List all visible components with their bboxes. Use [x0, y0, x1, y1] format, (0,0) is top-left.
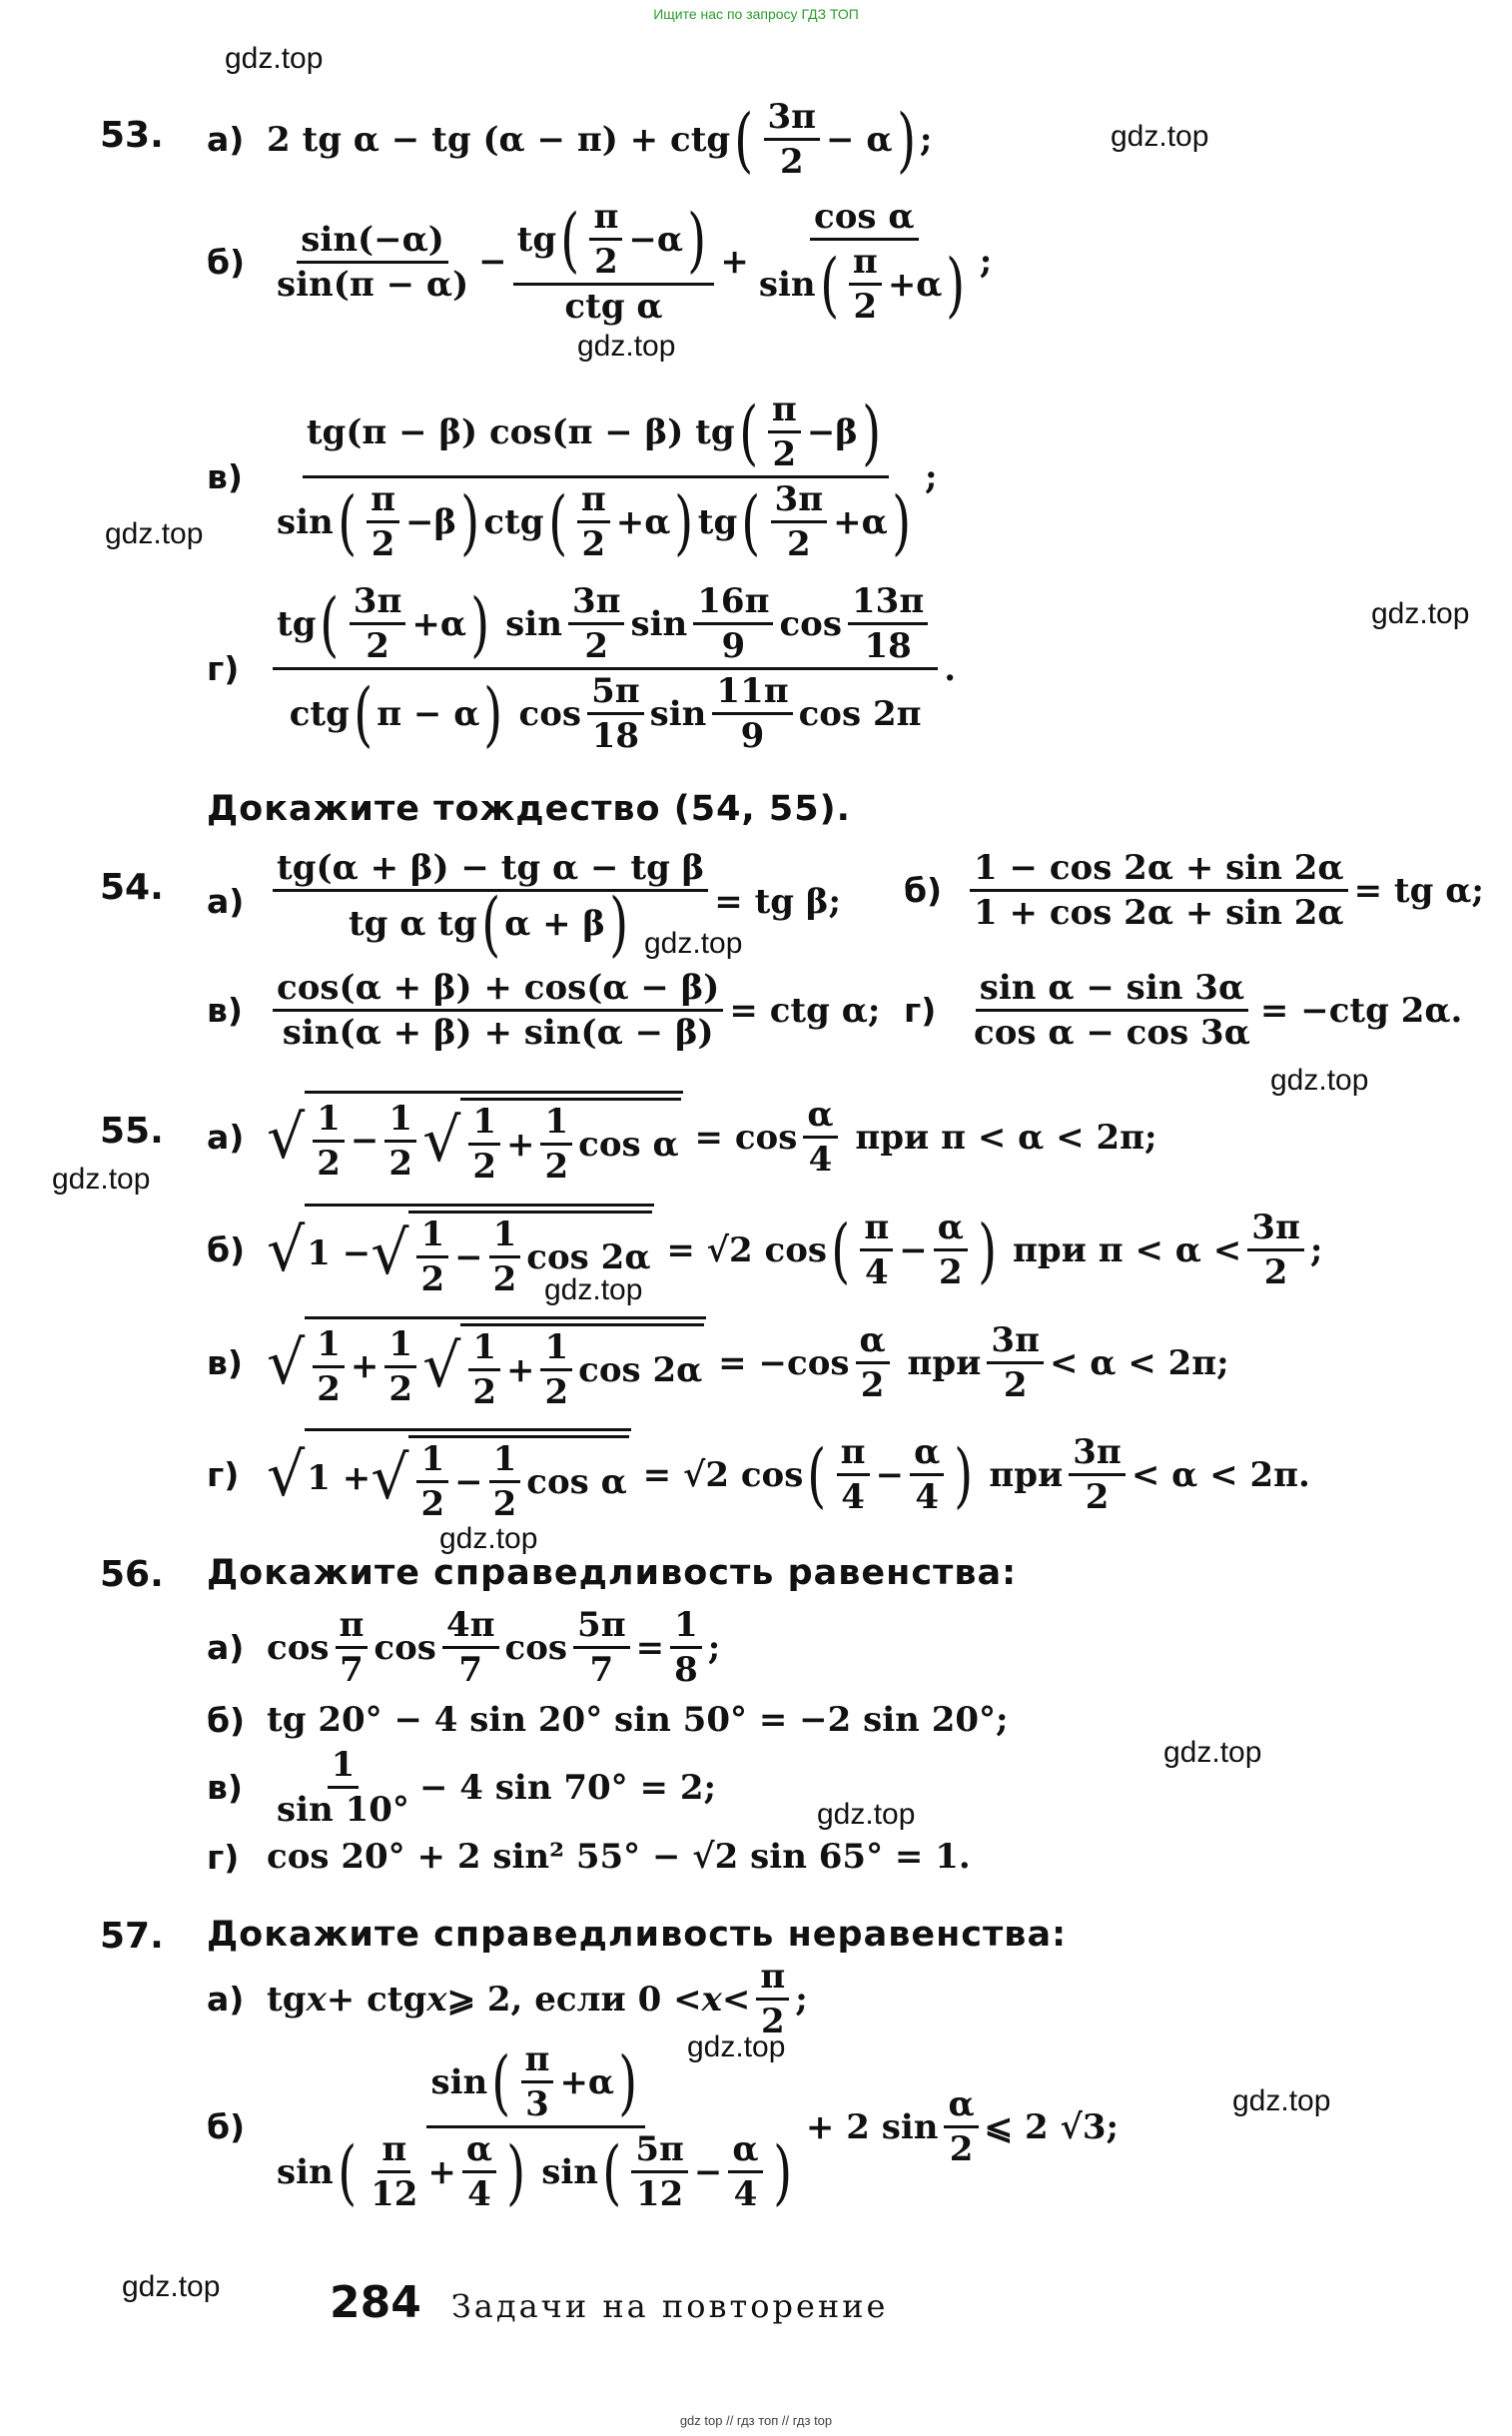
problem-56g [207, 1837, 971, 1877]
problem-number: 54. [100, 867, 164, 908]
formula: √ 1 − √ 1 2 − 1 2 cos 2α = √2 cos ( π 4 − α 2 ) при π < α < 3π 2 ; [267, 1204, 1322, 1296]
item-label: а) [207, 1118, 245, 1157]
problem-55b [207, 1204, 1323, 1299]
section-intro: Докажите тождество (54, 55). [207, 789, 851, 829]
problem-54g [904, 968, 1463, 1053]
formula: 2 tg α − tg (α − π) + ctg ( 3π 2 − α ) ; [267, 97, 933, 182]
item-label: в) [207, 991, 243, 1030]
item-label: б) [207, 2107, 246, 2146]
formula: √ 1 2 + 1 2 √ 1 2 + 1 2 cos 2α = −cos α 2 при 3π 2 < α < 2π; [267, 1316, 1229, 1409]
formula: tg x + ctg x ⩾ 2, если 0 < x < π 2 ; [267, 1957, 808, 2041]
problem-53v [207, 390, 938, 564]
item-label: в) [207, 1768, 243, 1807]
watermark: gdz.top [544, 1273, 643, 1306]
formula: cos 20° + 2 sin² 55° − √2 sin 65° = 1. [267, 1837, 971, 1877]
formula: cos(α + β) + cos(α − β) sin(α + β) + sin(α − β) = ctg α; [267, 971, 880, 1050]
item-label: а) [207, 882, 245, 921]
item-label: б) [207, 1230, 246, 1269]
formula: tg 20° − 4 sin 20° sin 50° = −2 sin 20°; [267, 1700, 1009, 1740]
problem-number: 57. [100, 1916, 164, 1957]
watermark: gdz.top [225, 42, 324, 75]
problem-number: 56. [100, 1554, 164, 1595]
watermark: gdz.top [439, 1522, 538, 1555]
problem-54b [904, 848, 1484, 933]
watermark: gdz.top [105, 517, 204, 550]
item-label: а) [207, 1628, 245, 1667]
formula: tg(α + β) − tg α − tg β tg α tg ( α + β ) = tg β; [267, 851, 841, 952]
problem-57b [207, 2039, 1120, 2214]
watermark: gdz.top [1371, 597, 1470, 630]
page-number: 284 [330, 2277, 421, 2328]
problem-57-text: Докажите справедливость неравенства: [207, 1915, 1068, 1955]
problem-53g [207, 581, 957, 756]
formula: cos π 7 cos 4π 7 cos 5π 7 = 1 8 ; [267, 1605, 721, 1690]
formula: sin α − sin 3α cos α − cos 3α = −ctg 2α. [974, 968, 1463, 1053]
item-label: г) [904, 991, 937, 1030]
watermark: gdz.top [817, 1798, 916, 1831]
formula: 1 sin 10° − 4 sin 70° = 2; [277, 1745, 717, 1830]
problem-56b [207, 1700, 1009, 1740]
problem-56v [207, 1745, 717, 1830]
watermark: gdz.top [687, 2030, 786, 2063]
watermark: gdz.top [1163, 1736, 1262, 1769]
item-label: в) [207, 457, 243, 496]
watermark: gdz.top [1232, 2084, 1331, 2117]
running-title: Задачи на повторение [450, 2287, 889, 2325]
formula: √ 1 + √ 1 2 − 1 2 cos α = √2 cos ( π 4 − α 4 ) при 3π 2 < α < 2π. [267, 1428, 1310, 1521]
formula: tg(π − β) cos(π − β) tg ( π 2 −β ) sin ( π 2 −β ) ctg ( π 2 +α ) tg ( 3π 2 +α ) ; [277, 390, 938, 564]
item-label: б) [207, 1700, 246, 1740]
problem-55a [207, 1091, 1157, 1187]
item-label: а) [207, 120, 245, 159]
watermark: gdz.top [122, 2270, 221, 2303]
item-label: а) [207, 1980, 245, 2019]
problem-54v [207, 968, 881, 1053]
item-label: б) [904, 871, 943, 910]
formula: sin(−α) sin(π − α) − tg ( π 2 −α ) ctg α + cos α sin ( π 2 +α ) ; [277, 197, 993, 327]
item-label: б) [207, 242, 246, 282]
formula: √ 1 2 − 1 2 √ 1 2 + 1 2 cos α = cos α 4 при π < α < 2π; [267, 1091, 1157, 1184]
problem-55g [207, 1428, 1310, 1524]
bottom-note: gdz top // гдз топ // гдз top [679, 2413, 833, 2428]
problem-54a [207, 848, 842, 965]
item-label: г) [207, 1837, 240, 1877]
formula: tg ( 3π 2 +α ) sin 3π 2 sin 16π 9 cos 13π 18 ctg ( π − α ) cos 5π 18 sin 11π 9 cos 2π . [267, 584, 956, 753]
problem-number: 53. [100, 115, 164, 156]
problem-55v [207, 1316, 1229, 1412]
watermark: gdz.top [1111, 120, 1209, 153]
item-label: г) [207, 649, 240, 688]
search-hint: Ищите нас по запросу ГДЗ ТОП [653, 6, 859, 22]
problem-number: 55. [100, 1111, 164, 1152]
problem-53a [207, 97, 933, 182]
problem-56-text: Докажите справедливость равенства: [207, 1553, 1018, 1593]
problem-57a [207, 1957, 808, 2041]
watermark: gdz.top [577, 330, 676, 363]
problem-53b [207, 197, 993, 327]
item-label: г) [207, 1455, 240, 1494]
watermark: gdz.top [1270, 1064, 1369, 1097]
watermark: gdz.top [644, 927, 743, 960]
page-footer [330, 2277, 888, 2328]
watermark: gdz.top [52, 1163, 151, 1196]
item-label: в) [207, 1343, 243, 1382]
formula: 1 − cos 2α + sin 2α 1 + cos 2α + sin 2α = tg α; [964, 851, 1484, 930]
problem-56a [207, 1605, 721, 1690]
formula: sin ( π 3 +α ) sin ( π 12 + α 4 ) sin ( 5π 12 − α 4 ) + 2 sin α 2 ⩽ 2 √3; [277, 2039, 1120, 2214]
